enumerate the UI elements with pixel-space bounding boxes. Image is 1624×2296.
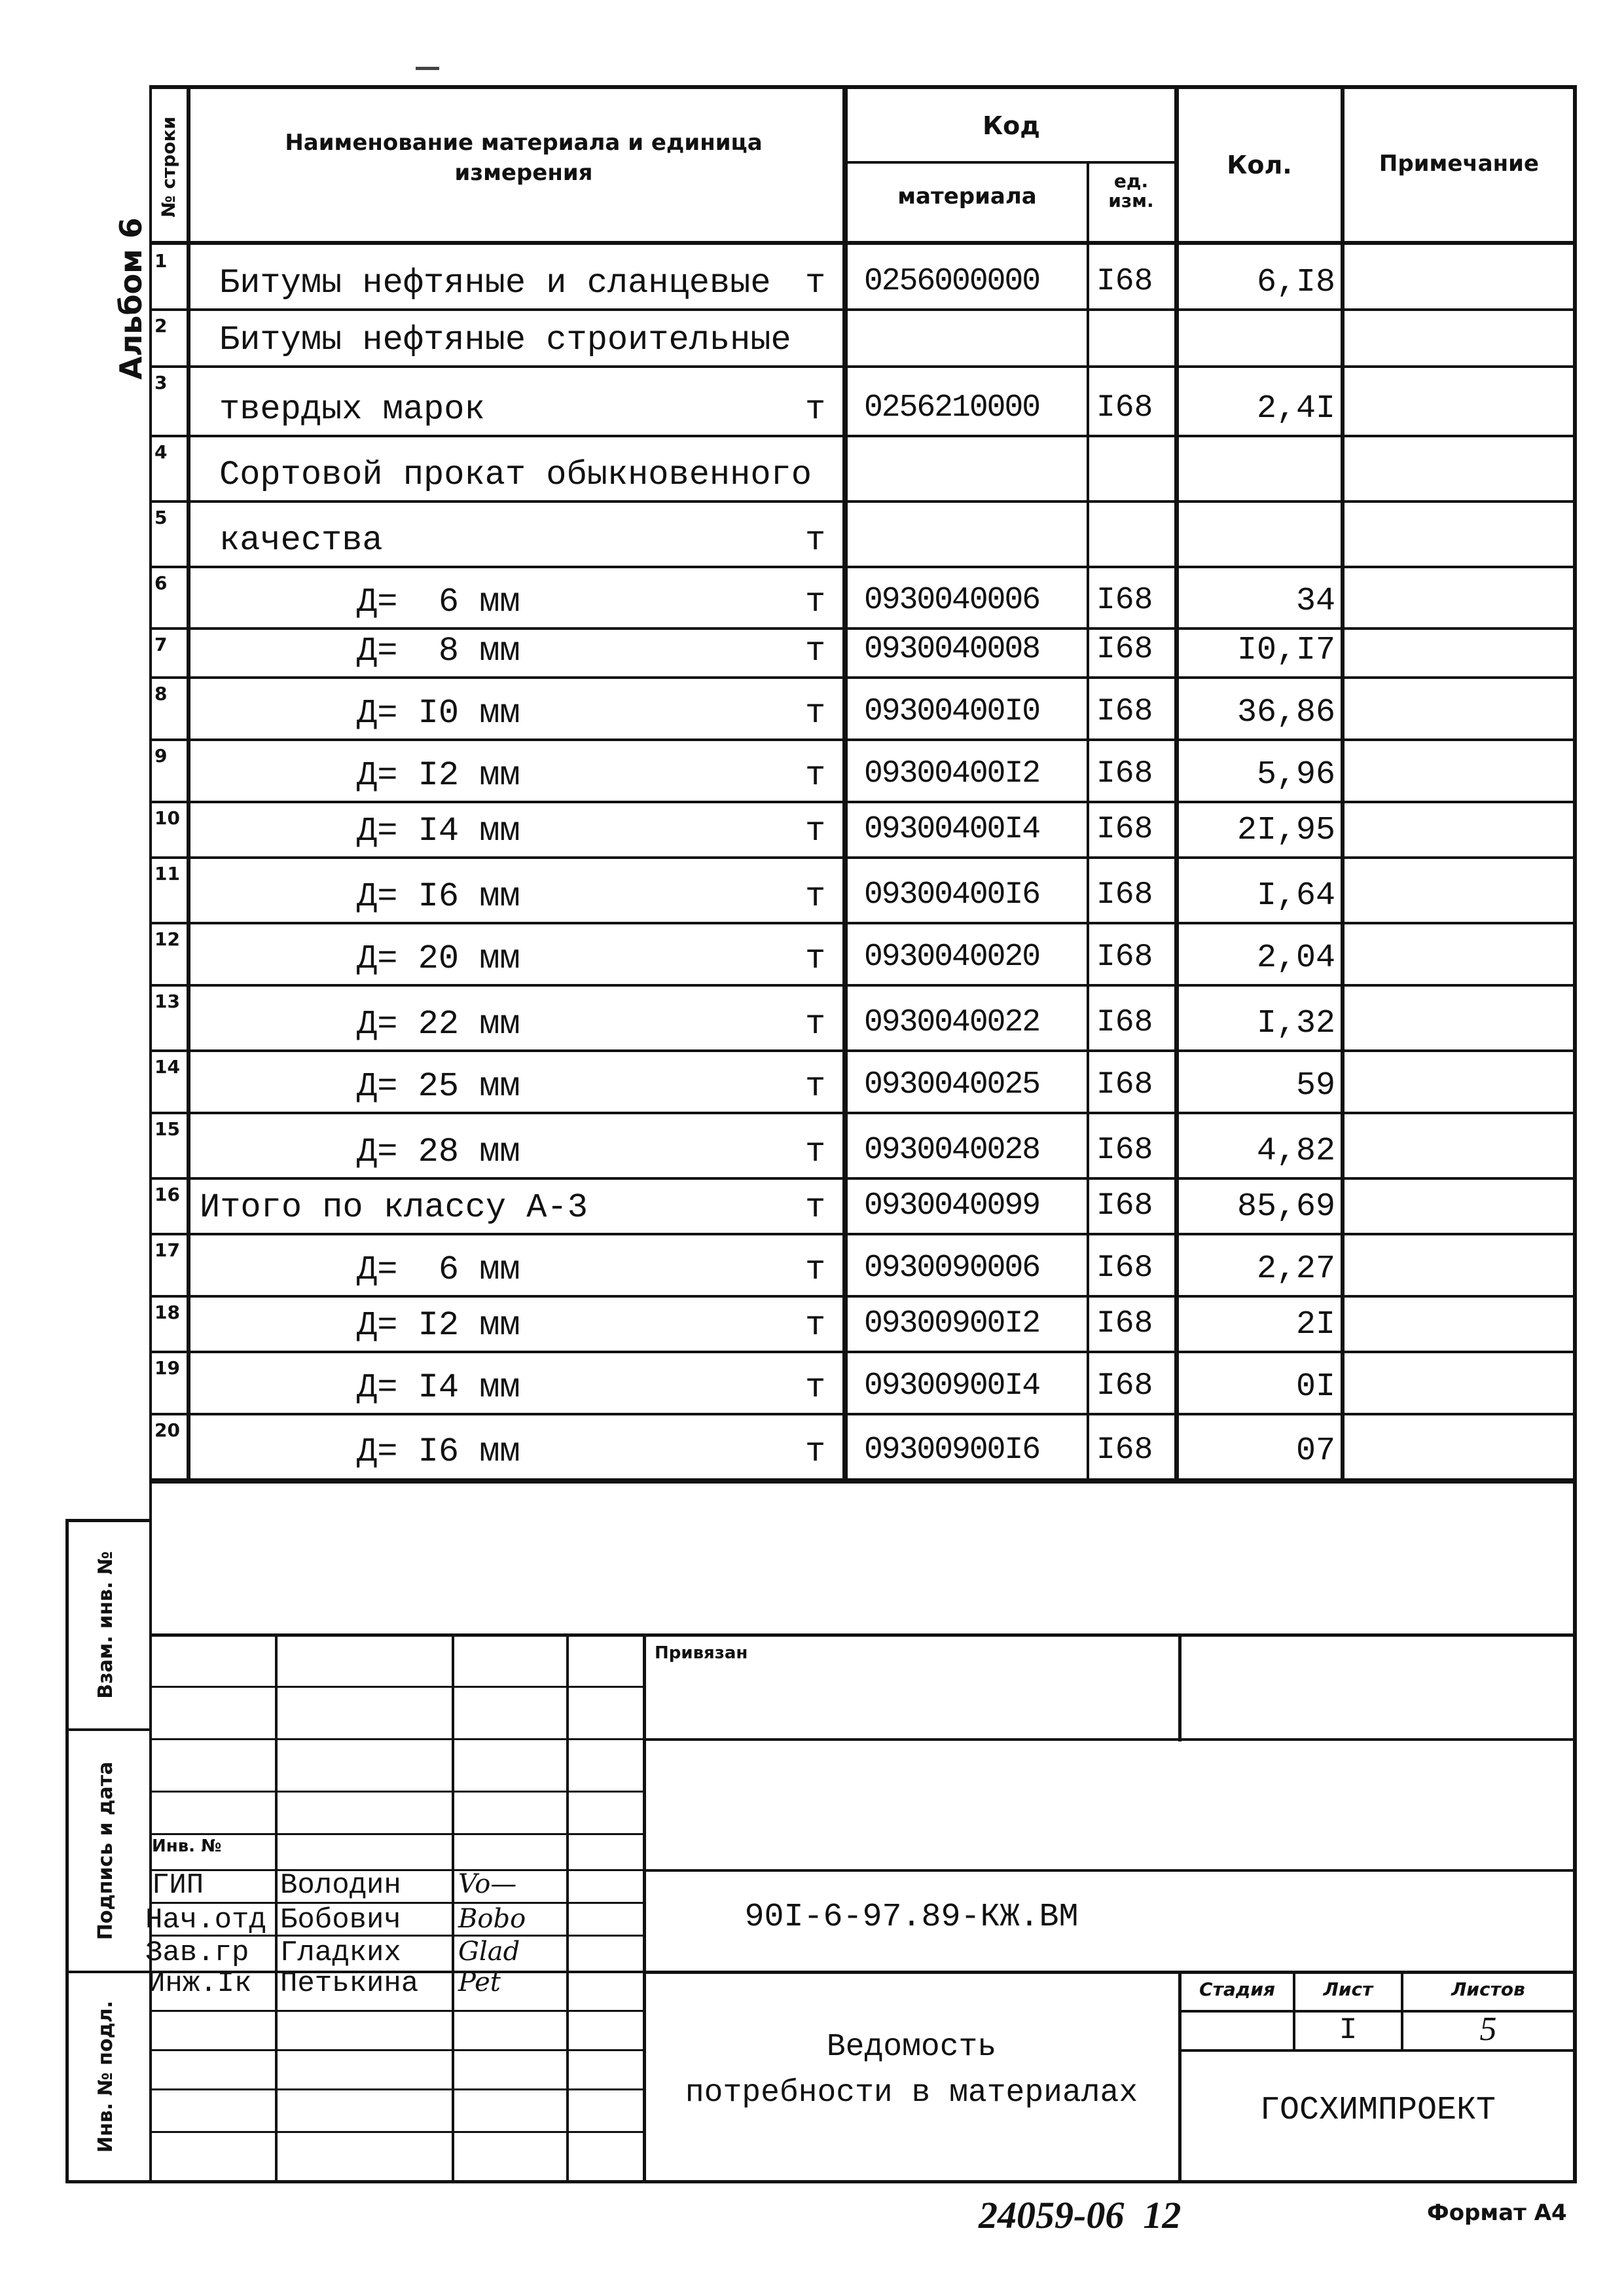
material-name: Д= I6 мм (357, 1432, 520, 1471)
row-number: 10 (154, 807, 180, 829)
row-separator (149, 566, 1576, 568)
person-role: Нач.отд (145, 1904, 266, 1937)
sheet-label: Лист (1323, 1978, 1373, 2000)
header-code-group: Код (983, 111, 1040, 140)
row-separator (149, 365, 1576, 368)
row-number: 19 (154, 1357, 180, 1379)
row-separator (149, 308, 1576, 311)
row-number: 5 (154, 507, 168, 528)
document-title-line2: потребности в материалах (685, 2075, 1138, 2111)
quantity: 85,69 (1236, 1188, 1335, 1226)
row-separator (149, 856, 1576, 859)
material-unit-letter: т (805, 264, 826, 302)
material-unit-letter: т (805, 1133, 826, 1171)
stage-label: Стадия (1199, 1978, 1275, 2000)
quantity: 2,27 (1256, 1250, 1335, 1288)
person-name: Володин (280, 1869, 401, 1902)
row-number: 15 (154, 1118, 180, 1140)
material-unit-letter: т (805, 877, 826, 916)
material-code: 09300900I2 (864, 1306, 1040, 1341)
quantity: I,32 (1256, 1005, 1335, 1042)
material-unit-letter: т (805, 939, 826, 978)
material-name: Сортовой прокат обыкновенного (219, 456, 812, 494)
quantity: 59 (1295, 1067, 1335, 1104)
row-separator (149, 627, 1576, 630)
row-number: 7 (154, 634, 168, 655)
row-separator (149, 738, 1576, 741)
quantity: 07 (1295, 1432, 1335, 1470)
header-row-number: № строки (158, 116, 179, 218)
material-name: Д= I2 мм (357, 1306, 520, 1345)
row-separator (149, 1177, 1576, 1180)
unit-code: I68 (1096, 1368, 1153, 1404)
material-unit-letter: т (805, 632, 826, 670)
person-role: Инж.Iк (148, 1967, 252, 2000)
material-unit-letter: т (805, 1432, 826, 1471)
unit-code: I68 (1096, 1188, 1153, 1224)
material-name: качества (219, 521, 383, 560)
material-unit-letter: т (805, 583, 826, 621)
document-code: 90I-6-97.89-КЖ.ВМ (744, 1899, 1079, 1936)
handwritten-number: 24059-06 12 (979, 2194, 1182, 2236)
material-code: 0256000000 (864, 264, 1040, 299)
privyazan-label: Привязан (655, 1643, 748, 1663)
quantity: 2I,95 (1236, 812, 1335, 849)
row-number: 18 (154, 1302, 180, 1323)
material-code: 0930040022 (864, 1005, 1040, 1040)
row-separator (149, 1112, 1576, 1114)
material-unit-letter: т (805, 521, 826, 560)
quantity: I0,I7 (1236, 632, 1335, 669)
unit-code: I68 (1096, 877, 1153, 913)
material-code: 0930040025 (864, 1067, 1040, 1102)
material-name: Битумы нефтяные строительные (219, 321, 791, 359)
row-number: 2 (154, 315, 168, 337)
unit-code: I68 (1096, 756, 1153, 792)
quantity: 2,04 (1256, 939, 1335, 977)
material-code: 09300400I6 (864, 877, 1040, 913)
material-name: Д= 28 мм (357, 1133, 520, 1171)
unit-code: I68 (1096, 1133, 1153, 1168)
album-label: Альбом 6 (113, 217, 149, 380)
row-number: 17 (154, 1239, 180, 1261)
header-code-material: материала (897, 183, 1037, 210)
header-name-text: Наименование материала и единица измерения (285, 130, 763, 186)
sheets-label: Листов (1451, 1978, 1525, 2000)
person-name: Бобович (280, 1904, 401, 1937)
unit-code: I68 (1096, 1306, 1153, 1341)
material-name: Д= I4 мм (357, 812, 520, 850)
quantity: 36,86 (1236, 694, 1335, 731)
material-code: 0930040099 (864, 1188, 1040, 1224)
row-number: 4 (154, 441, 168, 463)
row-separator (149, 1351, 1576, 1353)
material-name: Битумы нефтяные и сланцевые (219, 264, 771, 302)
row-number: 11 (154, 863, 180, 884)
material-code: 0930040008 (864, 632, 1040, 667)
material-unit-letter: т (805, 812, 826, 850)
person-role: Зав.гр (145, 1937, 249, 1969)
material-unit-letter: т (805, 1368, 826, 1407)
row-number: 20 (154, 1419, 180, 1441)
side-label-signature-date: Подпись и дата (94, 1761, 117, 1941)
material-name: Д= 25 мм (357, 1067, 520, 1106)
material-unit-letter: т (805, 390, 826, 429)
row-separator (149, 801, 1576, 803)
material-name: Д= I0 мм (357, 694, 520, 733)
row-separator (149, 984, 1576, 987)
material-code: 09300900I4 (864, 1368, 1040, 1404)
unit-code: I68 (1096, 632, 1153, 667)
material-name: Д= 6 мм (357, 1250, 520, 1289)
person-signature: Vo— (458, 1869, 517, 1899)
unit-code: I68 (1096, 583, 1153, 618)
row-separator (149, 1233, 1576, 1235)
material-unit-letter: т (805, 756, 826, 795)
row-separator (149, 676, 1576, 679)
material-name: твердых марок (219, 390, 485, 429)
inv-no-label: Инв. № (152, 1836, 222, 1856)
person-signature: Pet (458, 1967, 501, 1997)
material-name: Д= I2 мм (357, 756, 520, 795)
row-separator (149, 435, 1576, 437)
person-role: ГИП (152, 1869, 204, 1902)
person-signature: Glad (458, 1937, 520, 1967)
quantity: 4,82 (1256, 1133, 1335, 1170)
quantity: 34 (1295, 583, 1335, 620)
quantity: 0I (1295, 1368, 1335, 1406)
material-name: Д= 8 мм (357, 632, 520, 670)
material-name: Д= I6 мм (357, 877, 520, 916)
person-signature: Bobo (458, 1904, 526, 1934)
row-number: 6 (154, 572, 168, 594)
format-label: Формат А4 (1427, 2200, 1567, 2226)
person-name: Гладких (280, 1937, 401, 1969)
material-unit-letter: т (805, 694, 826, 733)
material-code: 09300400I0 (864, 694, 1040, 729)
unit-code: I68 (1096, 812, 1153, 847)
material-name: Итого по классу А-3 (200, 1188, 588, 1227)
row-separator (149, 1413, 1576, 1415)
row-number: 16 (154, 1184, 180, 1205)
material-unit-letter: т (805, 1005, 826, 1044)
quantity: 6,I8 (1256, 264, 1335, 301)
sheets-value: 5 (1479, 2011, 1497, 2048)
unit-code: I68 (1096, 1432, 1153, 1468)
material-name: Д= I4 мм (357, 1368, 520, 1407)
row-number: 14 (154, 1056, 180, 1078)
unit-code: I68 (1096, 1067, 1153, 1102)
material-name: Д= 6 мм (357, 583, 520, 621)
unit-code: I68 (1096, 1250, 1153, 1286)
material-name: Д= 20 мм (357, 939, 520, 978)
material-code: 09300400I2 (864, 756, 1040, 792)
material-code: 0930040028 (864, 1133, 1040, 1168)
material-code: 0930090006 (864, 1250, 1040, 1286)
unit-code: I68 (1096, 264, 1153, 299)
row-number: 3 (154, 372, 168, 393)
material-code: 09300400I4 (864, 812, 1040, 847)
material-name: Д= 22 мм (357, 1005, 520, 1044)
unit-code: I68 (1096, 939, 1153, 975)
unit-code: I68 (1096, 1005, 1153, 1040)
row-number: 1 (154, 250, 168, 272)
row-number: 12 (154, 928, 180, 950)
material-unit-letter: т (805, 1250, 826, 1289)
header-name (236, 128, 812, 188)
material-unit-letter: т (805, 1306, 826, 1345)
row-separator (149, 500, 1576, 503)
quantity: I,64 (1256, 877, 1335, 915)
material-code: 09300900I6 (864, 1432, 1040, 1468)
scan-mark (416, 67, 439, 70)
quantity: 2I (1295, 1306, 1335, 1343)
header-qty: Кол. (1227, 151, 1292, 179)
row-number: 9 (154, 745, 168, 767)
row-separator (149, 1295, 1576, 1298)
side-label-replace-inv: Взам. инв. № (94, 1551, 117, 1699)
row-separator (149, 922, 1576, 924)
person-name: Петькина (280, 1967, 419, 2000)
header-note: Примечание (1379, 151, 1540, 177)
unit-code: I68 (1096, 390, 1153, 426)
organization-name: ГОСХИМПРОЕКТ (1259, 2092, 1496, 2129)
side-label-inv-original: Инв. № подл. (94, 2000, 117, 2153)
row-number: 8 (154, 683, 168, 704)
material-code: 0256210000 (864, 390, 1040, 426)
material-unit-letter: т (805, 1188, 826, 1227)
quantity: 5,96 (1256, 756, 1335, 793)
document-title-line1: Ведомость (826, 2030, 997, 2065)
unit-code: I68 (1096, 694, 1153, 729)
quantity: 2,4I (1256, 390, 1335, 428)
material-code: 0930040006 (864, 583, 1040, 618)
header-code-unit: ед. изм. (1108, 170, 1154, 211)
sheet-value: I (1339, 2013, 1358, 2047)
row-number: 13 (154, 991, 180, 1012)
row-separator (149, 1049, 1576, 1052)
material-unit-letter: т (805, 1067, 826, 1106)
material-code: 0930040020 (864, 939, 1040, 975)
